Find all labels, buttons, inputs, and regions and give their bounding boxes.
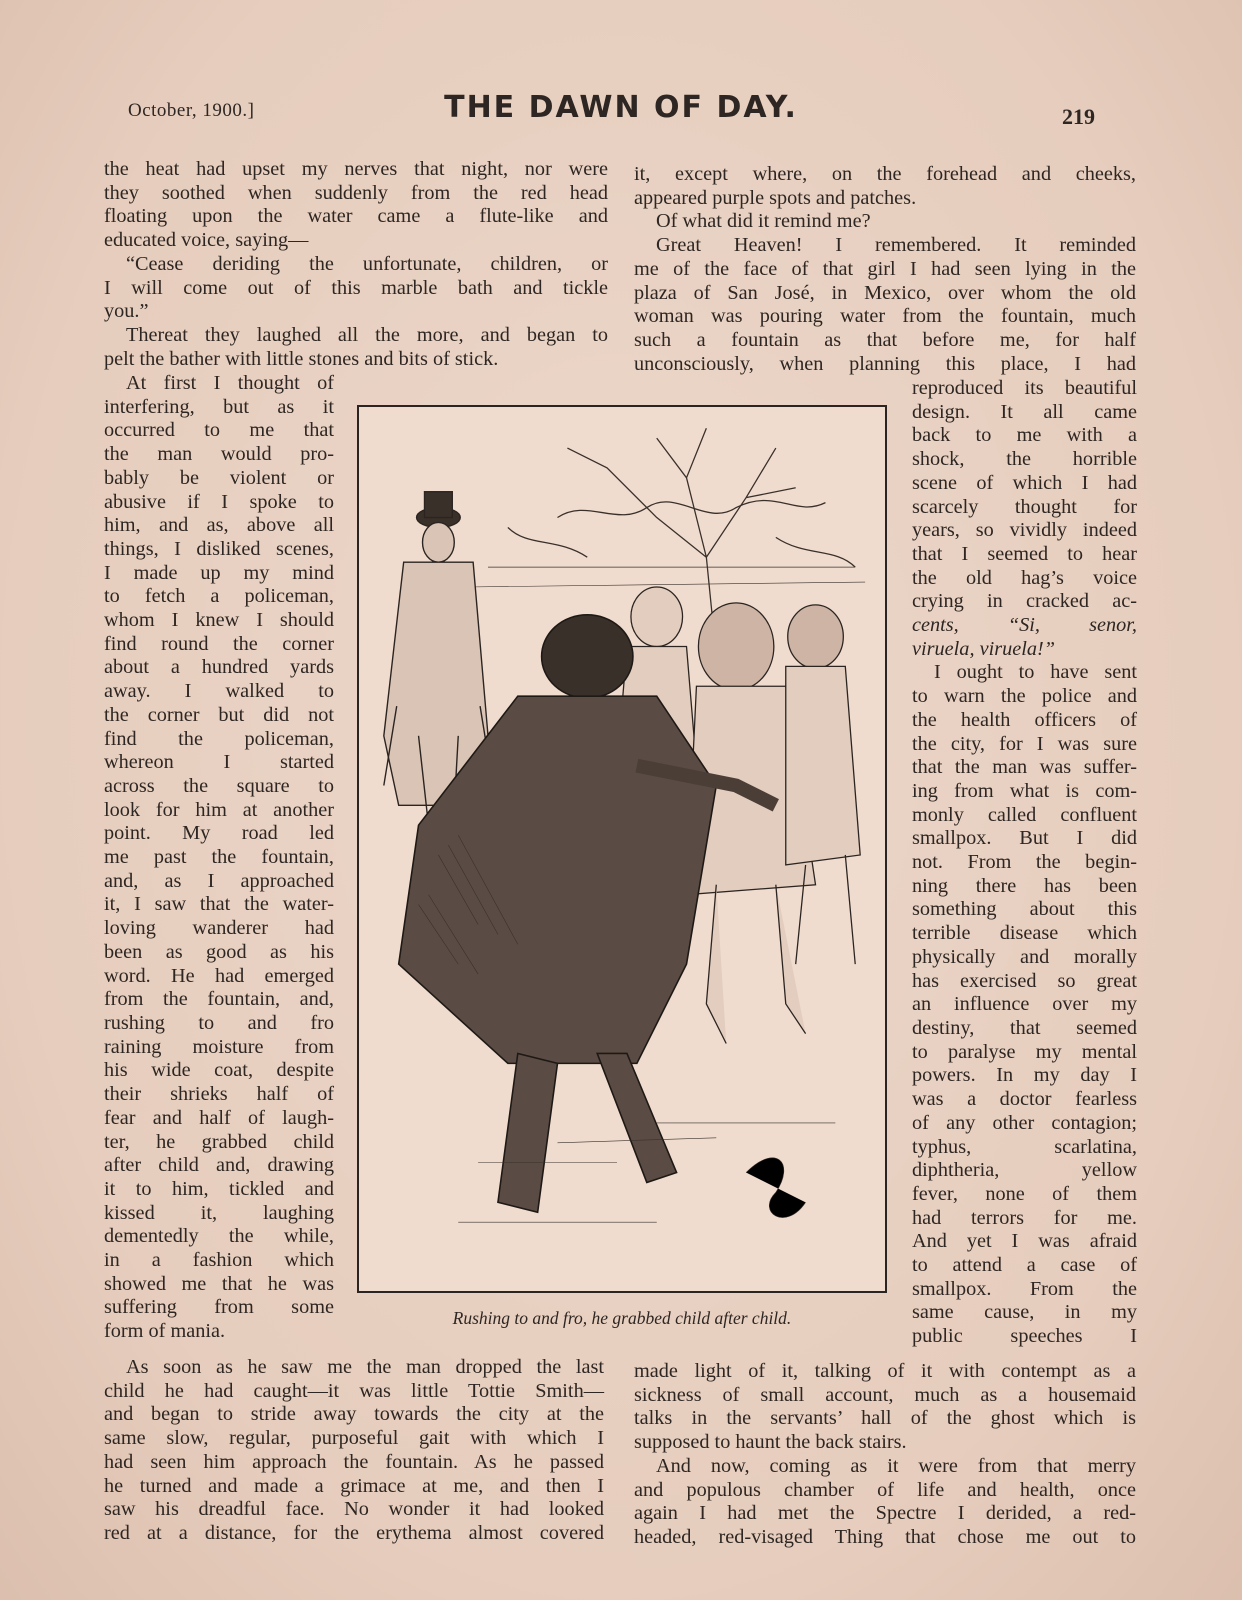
page-number: 219 [1062,104,1095,129]
text-line: reproduced its beautiful [912,377,1137,399]
text-line: to attend a case of [912,1254,1137,1277]
text-line: that I seemed to hear [912,542,1137,565]
text-line: typhus, scarlatina, [912,1135,1137,1158]
text-line: been as good as his [104,940,334,963]
text-line: has exercised so great [912,969,1137,992]
engraving-illustration [359,407,885,1291]
text-line: not. From the begin- [912,851,1137,874]
text-line: ing from what is com- [912,779,1137,802]
paragraph: made light of it, talking of it with contempt as a sickness of small account, much as a housemaid talks in the servants’ hall of the ghost which is supposed to haunt the back stairs. [634,1360,1136,1454]
text-line: their shrieks half of [104,1083,334,1106]
text-line: fear and half of laugh- [104,1106,334,1129]
text-line: powers. In my day I [912,1064,1137,1087]
text-line: terrible disease which [912,922,1137,945]
paragraph: Great Heaven! I remembered. It reminded [656,234,1136,257]
text-line: it, I saw that the water- [104,893,334,916]
text-line: loving wanderer had [104,917,334,940]
magazine-title: THE DAWN OF DAY. [444,90,798,125]
paragraph-cont: me of the face of that girl I had seen lying in the plaza of San José, in Mexico, over whom the old woman was pouring water from the fountain, much such a fountain as that before me, for half unconsciously, when planning this place, I had [634,257,1136,375]
text-line: and, as I approached [104,869,334,892]
paragraph: Of what did it remind me? [656,210,871,233]
left-column-wrap [104,372,334,1344]
text-line: things, I disliked scenes, [104,537,334,560]
text-line: destiny, that seemed [912,1016,1137,1039]
text-line: public speeches I [912,1325,1137,1348]
text-line: whom I knew I should [104,609,334,632]
text-line: form of mania. [104,1320,226,1343]
text-line: ter, he grabbed child [104,1130,334,1153]
text-line: something about this [912,898,1137,921]
text-line: physically and morally [912,945,1137,968]
text-line: it to him, tickled and [104,1177,334,1200]
text-line: the city, for I was sure [912,732,1137,755]
text-line: occurred to me that [104,419,334,442]
paragraph: “Cease deriding the unfortunate, children, or [126,252,608,275]
right-column-wrap [912,377,1137,1349]
text-line: raining moisture from [104,1035,334,1058]
paragraph [912,377,1137,661]
text-line: At first I thought of [126,372,334,394]
text-line: to paralyse my mental [912,1040,1137,1063]
text-line: abusive if I spoke to [104,490,334,513]
illustration [357,405,887,1293]
text-line: from the fountain, and, [104,988,334,1011]
paragraph: the heat had upset my nerves that night, nor were they soothed when suddenly from the red head floating upon the water came a flute-like and educated voice, saying— [104,158,608,252]
text-line: find round the corner [104,632,334,655]
text-line: rushing to and fro [104,1011,334,1034]
plaza-line: plaza of San José, in Mexico, over whom the old [634,281,1136,304]
paragraph: And now, coming as it were from that merry [656,1454,1136,1477]
text-line: him, and as, above all [104,514,334,537]
illustration-caption: Rushing to and fro, he grabbed child after child. [452,1308,792,1328]
text-line: word. He had emerged [104,964,334,987]
text-line: about a hundred yards [104,656,334,679]
paragraph: Thereat they laughed all the more, and began to [126,323,608,346]
paragraph: it, except where, on the forehead and cheeks, appeared purple spots and patches. [634,163,1136,209]
text-line: same cause, in my [912,1301,1137,1324]
text-line: design. It all came [912,400,1137,423]
text-line: his wide coat, despite [104,1059,334,1082]
text-line: that the man was suffer- [912,756,1137,779]
text-line: the old hag’s voice [912,566,1137,589]
text-line: look for him at another [104,798,334,821]
text-line: years, so vividly indeed [912,519,1137,542]
text-line: the corner but did not [104,703,334,726]
text-line: had terrors for me. [912,1206,1137,1229]
text-line: whereon I started [104,751,334,774]
text-line: to fetch a policeman, [104,585,334,608]
right-column-top [634,163,1136,376]
text-line: away. I walked to [104,680,334,703]
text-line: an influence over my [912,993,1137,1016]
left-column-bottom [104,1356,604,1546]
paragraph-cont: pelt the bather with little stones and bits of stick. [104,347,499,370]
right-column-bottom [634,1360,1136,1550]
text-line: of any other contagion; [912,1111,1137,1134]
text-line: bably be violent or [104,466,334,489]
text-line: scarcely thought for [912,495,1137,518]
text-line: smallpox. But I did [912,827,1137,850]
text-line: ning there has been [912,874,1137,897]
left-column-top [104,158,608,371]
text-line: was a doctor fearless [912,1088,1137,1111]
text-line: suffering from some [104,1296,334,1319]
text-line: find the policeman, [104,727,334,750]
paragraph-cont: I will come out of this marble bath and tickle you.” [104,276,608,323]
text-line: across the square to [104,774,334,797]
text-line: I ought to have sent [934,661,1137,684]
text-line: crying in cracked ac- [912,590,1137,613]
text-line: interfering, but as it [104,395,334,418]
text-line: I made up my mind [104,561,334,584]
text-line: dementedly the while, [104,1225,334,1248]
text-line: showed me that he was [104,1272,334,1295]
text-line: viruela, viruela!” [912,637,1056,660]
text-line: shock, the horrible [912,448,1137,471]
text-line: And yet I was afraid [912,1230,1137,1253]
text-line: cents, “Si, senor, [912,614,1137,637]
text-line: diphtheria, yellow [912,1159,1137,1182]
text-line: point. My road led [104,822,334,845]
text-line: monly called confluent [912,803,1137,826]
text-line: in a fashion which [104,1249,334,1272]
paragraph-cont: child he had caught—it was little Tottie Smith— and began to stride away towards the city at the same slow, regular, purposeful gait with which I had seen him approach the fountain. As he passed he turned and made a grimace at me, and then I saw his dreadful face. No wonder it had looked red at a distance, for the erythema almost covered [104,1379,604,1544]
paragraph-cont: and populous chamber of life and health, once again I had met the Spectre I derided, a red- headed, red-visaged Thing that chose me out to [634,1478,1136,1548]
text-line: after child and, drawing [104,1154,334,1177]
text-line: fever, none of them [912,1182,1137,1205]
paragraph [912,661,1137,1348]
text-line: to warn the police and [912,685,1137,708]
text-line: smallpox. From the [912,1277,1137,1300]
text-line: back to me with a [912,424,1137,447]
text-line: the man would pro- [104,443,334,466]
text-line: scene of which I had [912,471,1137,494]
text-line: me past the fountain, [104,846,334,869]
issue-date: October, 1900.] [128,100,255,121]
paragraph: As soon as he saw me the man dropped the last [126,1356,604,1378]
text-line: kissed it, laughing [104,1201,334,1224]
text-line: the health officers of [912,708,1137,731]
